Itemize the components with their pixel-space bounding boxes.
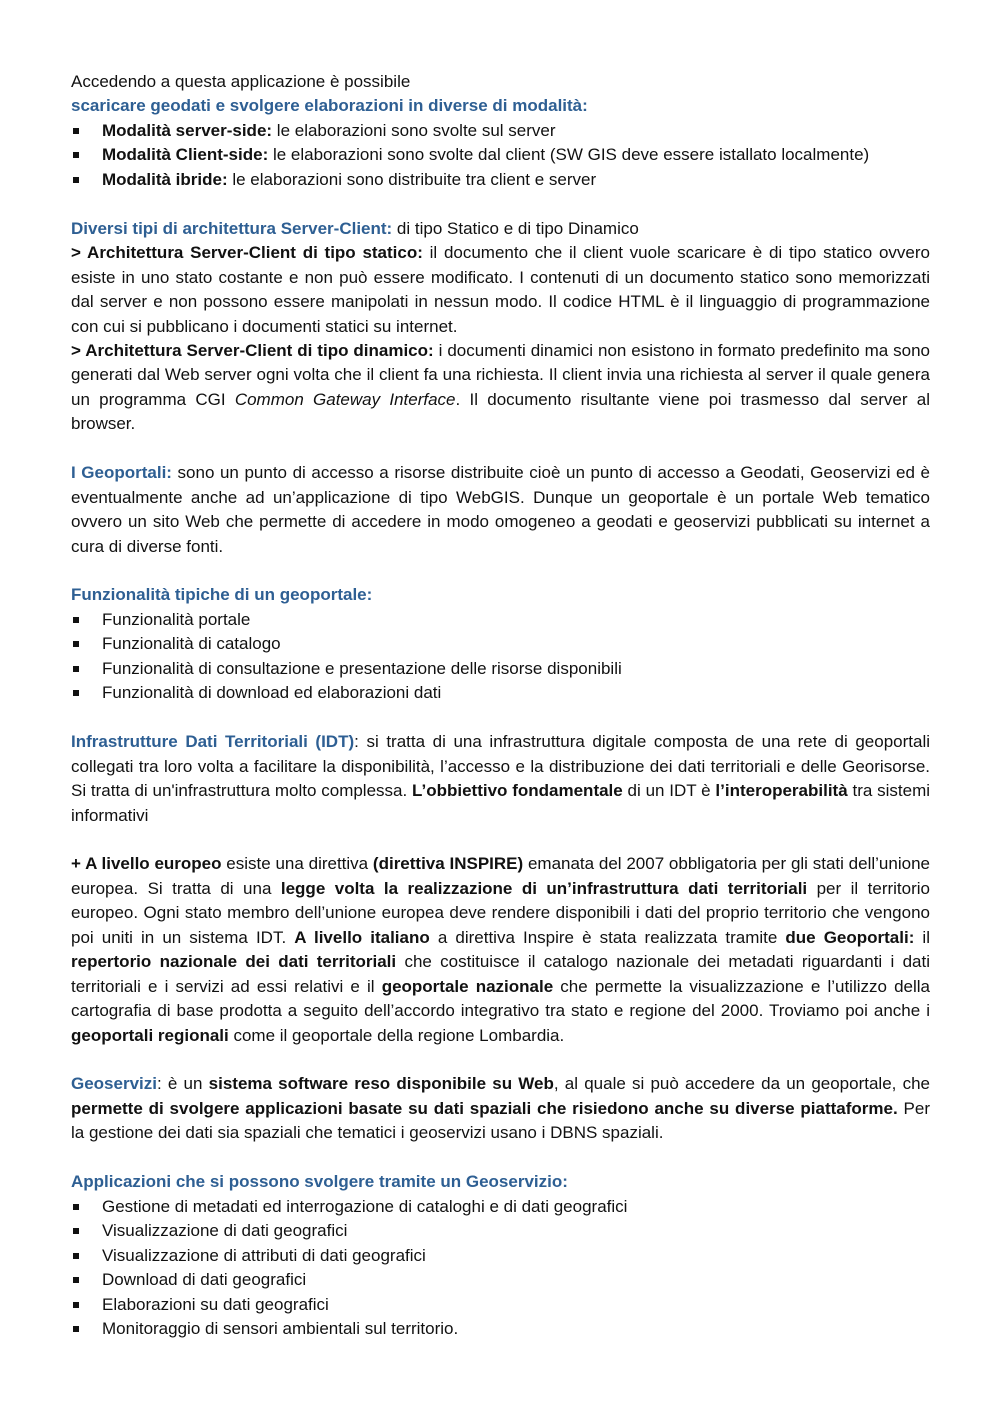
architettura-statica-paragraph: > Architettura Server-Client di tipo statico: il documento che il client vuole scaricare è di tipo statico ovvero esiste in uno stato costante e non può essere modificato. I contenuti di un documento statico sono memorizzati dal server e non possono essere manipolati in nessun modo. Il codice HTML è il linguaggio di programmazione con cui si pubblicano i documenti statici su internet. xyxy=(71,243,930,336)
intro-heading: scaricare geodati e svolgere elaborazioni in diverse di modalità: xyxy=(71,96,588,116)
idt-paragraph: Infrastrutture Dati Territoriali (IDT): si tratta di una infrastruttura digitale composta de una rete di geoportali collegati tra loro volta a facilitare la disponibilità, l’accesso e la distribuzione dei dati territoriali e delle Georisorse. Si tratta di un'infrastruttura molto complessa. L’obbiettivo fondamentale di un IDT è l’interoperabilità tra sistemi informativi xyxy=(71,732,931,825)
geoportali-paragraph: I Geoportali: sono un punto di accesso a risorse distribuite cioè un punto di accesso a Geodati, Geoservizi ed è eventualmente anche ad un’applicazione di tipo WebGIS. Dunque un geoportale è un portale Web tematico ovvero un sito Web che permette di accedere in modo omogeneo a geodati e geoservizi pubblicati su internet a cura di diverse fonti. xyxy=(71,463,930,556)
list-item: Funzionalità di catalogo xyxy=(71,632,930,656)
architetture-heading-line: Diversi tipi di architettura Server-Client: di tipo Statico e di tipo Dinamico xyxy=(71,218,639,238)
list-item: Monitoraggio di sensori ambientali sul territorio. xyxy=(71,1317,930,1341)
list-item: Visualizzazione di dati geografici xyxy=(71,1219,930,1243)
list-item: Visualizzazione di attributi di dati geografici xyxy=(71,1244,930,1268)
architettura-dinamica-paragraph: > Architettura Server-Client di tipo dinamico: i documenti dinamici non esistono in formato predefinito ma sono generati dal Web server ogni volta che il client fa una richiesta. Il client invia una richiesta al server il quale genera un programma CGI Common Gateway Interface. Il documento risultante viene poi trasmesso dal server al browser. xyxy=(71,340,931,434)
geoservizi-paragraph: Geoservizi: è un sistema software reso disponibile su Web, al quale si può accedere da un geoportale, che permette di svolgere applicazioni basate su dati spaziali che risiedono anche su diverse piattaforme. Per la gestione dei dati sia spaziali che tematici i geoservizi usano i DBNS spaziali. xyxy=(71,1074,930,1143)
europa-paragraph: + A livello europeo esiste una direttiva (direttiva INSPIRE) emanata del 2007 obbligatoria per gli stati dell’unione europea. Si tratta di una legge volta la realizzazione di un’infrastruttura dati territoriali per il territorio europeo. Ogni stato membro dell’unione europea deve rendere disponibili i dati del proprio territorio che vengono poi uniti in un sistema IDT. A livello italiano a direttiva Inspire è stata realizzata tramite due Geoportali: il repertorio nazionale dei dati territoriali che costituisce il catalogo nazionale dei metadati riguardanti i dati territoriali e i servizi ad essi relativi e il geoportale nazionale che permette la visualizzazione e l’utilizzo della cartografia di base prodotta a seguito dell’accordo integrativo tra stato e regione del 2000. Troviamo poi anche i geoportali regionali come il geoportale della regione Lombardia. xyxy=(71,854,931,1045)
list-item: Modalità ibride: le elaborazioni sono distribuite tra client e server xyxy=(71,168,930,192)
intro-line: Accedendo a questa applicazione è possibile xyxy=(71,72,411,91)
applicazioni-heading: Applicazioni che si possono svolgere tramite un Geoservizio: xyxy=(71,1172,568,1192)
list-item: Modalità server-side: le elaborazioni sono svolte sul server xyxy=(71,119,930,143)
list-item: Funzionalità di download ed elaborazioni dati xyxy=(71,681,930,705)
applicazioni-list xyxy=(71,1195,930,1342)
list-item: Download di dati geografici xyxy=(71,1268,930,1292)
funzionalita-heading: Funzionalità tipiche di un geoportale: xyxy=(71,585,373,605)
list-item: Funzionalità di consultazione e presentazione delle risorse disponibili xyxy=(71,657,930,681)
document-page xyxy=(71,70,930,1341)
list-item: Funzionalità portale xyxy=(71,608,930,632)
funzionalita-list xyxy=(71,608,930,706)
list-item: Modalità Client-side: le elaborazioni sono svolte dal client (SW GIS deve essere istallato localmente) xyxy=(71,143,930,167)
modalita-list xyxy=(71,119,930,192)
list-item: Elaborazioni su dati geografici xyxy=(71,1293,930,1317)
list-item: Gestione di metadati ed interrogazione di cataloghi e di dati geografici xyxy=(71,1195,930,1219)
